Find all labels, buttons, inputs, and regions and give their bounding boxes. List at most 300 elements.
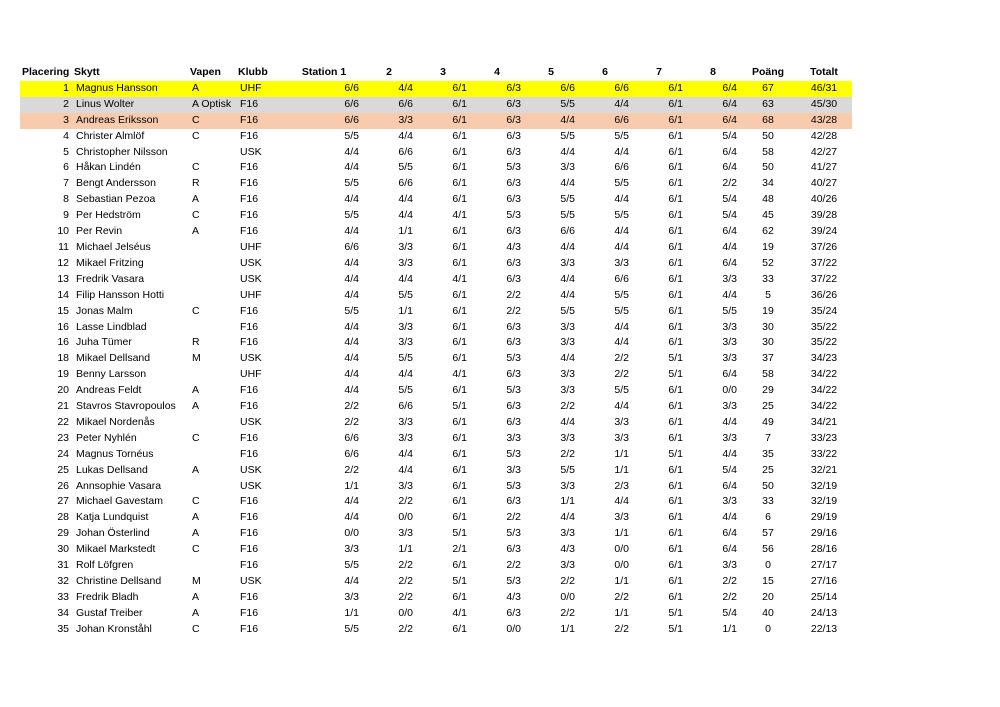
header-totalt: Totalt: [810, 66, 838, 78]
cell-station-1: 3/3: [344, 543, 359, 556]
header-station-7: 7: [656, 66, 662, 78]
cell-station-6: 5/5: [614, 304, 629, 317]
cell-klubb: F16: [240, 511, 259, 524]
header-klubb: Klubb: [238, 66, 268, 78]
cell-station-1: 4/4: [344, 225, 359, 238]
cell-skytt: Håkan Lindén: [76, 161, 141, 174]
cell-totalt: 32/19: [810, 479, 838, 492]
cell-station-2: 5/5: [398, 288, 413, 301]
cell-station-8: 5/4: [722, 209, 737, 222]
cell-station-2: 6/6: [398, 145, 413, 158]
cell-placering: 28: [57, 511, 69, 524]
cell-skytt: Bengt Andersson: [76, 177, 156, 190]
cell-placering: 15: [57, 304, 69, 317]
cell-skytt: Mikael Nordenås: [76, 415, 155, 428]
cell-skytt: Per Hedström: [76, 209, 141, 222]
cell-station-5: 4/4: [560, 288, 575, 301]
cell-vapen: M: [192, 352, 201, 365]
cell-placering: 3: [63, 113, 69, 126]
cell-station-4: 5/3: [506, 161, 521, 174]
cell-station-8: 6/4: [722, 81, 737, 94]
cell-klubb: F16: [240, 431, 259, 444]
cell-klubb: USK: [240, 463, 262, 476]
cell-skytt: Linus Wolter: [76, 97, 135, 110]
cell-station-7: 6/1: [668, 320, 683, 333]
cell-station-5: 4/4: [560, 511, 575, 524]
cell-placering: 24: [57, 447, 69, 460]
cell-station-6: 1/1: [614, 463, 629, 476]
cell-vapen: A: [192, 400, 200, 413]
cell-station-5: 3/3: [560, 161, 575, 174]
cell-station-3: 6/1: [452, 256, 467, 269]
cell-station-4: 6/3: [506, 193, 521, 206]
cell-station-5: 4/4: [560, 145, 575, 158]
cell-klubb: F16: [240, 209, 259, 222]
cell-klubb: USK: [240, 479, 262, 492]
cell-station-5: 0/0: [560, 590, 575, 603]
cell-station-3: 6/1: [452, 511, 467, 524]
cell-station-5: 2/2: [560, 575, 575, 587]
cell-station-3: 6/1: [452, 193, 467, 206]
table-row: [20, 351, 852, 367]
cell-vapen: C: [192, 129, 200, 142]
cell-station-1: 4/4: [344, 384, 359, 397]
cell-station-7: 5/1: [668, 606, 683, 619]
cell-poang: 58: [762, 145, 774, 158]
cell-skytt: Lasse Lindblad: [76, 320, 147, 333]
table-row: [20, 606, 852, 622]
cell-station-8: 1/1: [722, 622, 737, 635]
cell-skytt: Christopher Nilsson: [76, 145, 168, 158]
cell-totalt: 32/19: [810, 495, 838, 508]
cell-station-6: 5/5: [614, 384, 629, 397]
cell-station-1: 5/5: [344, 129, 359, 142]
cell-skytt: Lukas Dellsand: [76, 463, 148, 476]
cell-station-5: 5/5: [560, 129, 575, 142]
cell-station-2: 5/5: [398, 352, 413, 365]
cell-poang: 33: [762, 272, 774, 285]
cell-station-8: 6/4: [722, 479, 737, 492]
table-row: [20, 463, 852, 479]
cell-station-7: 6/1: [668, 511, 683, 524]
cell-placering: 27: [57, 495, 69, 508]
cell-station-6: 3/3: [614, 415, 629, 428]
cell-station-5: 4/4: [560, 240, 575, 253]
cell-station-4: 6/3: [506, 400, 521, 413]
cell-totalt: 29/16: [810, 527, 838, 540]
cell-station-1: 6/6: [344, 97, 359, 110]
cell-station-8: 6/4: [722, 145, 737, 158]
cell-station-7: 6/1: [668, 288, 683, 301]
cell-poang: 50: [762, 479, 774, 492]
cell-vapen: R: [192, 336, 200, 349]
cell-skytt: Fredrik Vasara: [76, 272, 145, 285]
cell-station-1: 1/1: [344, 479, 359, 492]
cell-station-8: 6/4: [722, 256, 737, 269]
header-station-3: 3: [440, 66, 446, 78]
cell-station-8: 6/4: [722, 161, 737, 174]
cell-station-2: 1/1: [398, 304, 413, 317]
cell-station-4: 5/3: [506, 384, 521, 397]
cell-station-8: 4/4: [722, 511, 737, 524]
cell-station-8: 6/4: [722, 543, 737, 556]
cell-station-1: 4/4: [344, 320, 359, 333]
cell-totalt: 34/22: [810, 384, 838, 397]
cell-station-6: 1/1: [614, 575, 629, 587]
cell-totalt: 32/21: [810, 463, 838, 476]
cell-klubb: F16: [240, 559, 259, 572]
header-vapen: Vapen: [190, 66, 221, 78]
cell-placering: 19: [57, 368, 69, 381]
cell-totalt: 37/22: [810, 256, 838, 269]
cell-station-1: 4/4: [344, 352, 359, 365]
cell-vapen: C: [192, 113, 200, 126]
header-station-4: 4: [494, 66, 500, 78]
cell-station-3: 6/1: [452, 622, 467, 635]
cell-skytt: Fredrik Bladh: [76, 590, 139, 603]
cell-vapen: [188, 145, 236, 161]
cell-station-3: 6/1: [452, 161, 467, 174]
cell-station-4: 5/3: [506, 447, 521, 460]
cell-station-5: 3/3: [560, 256, 575, 269]
cell-totalt: 35/24: [810, 304, 838, 317]
cell-totalt: 34/22: [810, 368, 838, 381]
cell-station-4: 2/2: [506, 511, 521, 524]
cell-station-1: 5/5: [344, 622, 359, 635]
table-row: [20, 272, 852, 288]
cell-station-7: 6/1: [668, 575, 683, 587]
cell-skytt: Johan Kronståhl: [76, 622, 152, 635]
cell-station-7: 6/1: [668, 209, 683, 222]
cell-klubb: F16: [240, 447, 259, 460]
cell-station-2: 3/3: [398, 256, 413, 269]
cell-station-3: 4/1: [452, 272, 467, 285]
cell-station-4: 6/3: [506, 256, 521, 269]
cell-skytt: Andreas Eriksson: [76, 113, 159, 126]
cell-vapen: R: [192, 177, 200, 190]
cell-station-5: 3/3: [560, 431, 575, 444]
cell-station-7: 6/1: [668, 400, 683, 413]
cell-station-3: 6/1: [452, 81, 467, 94]
cell-station-6: 5/5: [614, 177, 629, 190]
cell-station-8: 5/4: [722, 129, 737, 142]
cell-station-7: 6/1: [668, 527, 683, 540]
cell-poang: 35: [762, 447, 774, 460]
cell-vapen: [188, 367, 236, 383]
cell-station-3: 6/1: [452, 225, 467, 238]
cell-station-6: 1/1: [614, 447, 629, 460]
cell-klubb: USK: [240, 415, 262, 428]
cell-placering: 32: [57, 575, 69, 587]
cell-station-2: 4/4: [398, 368, 413, 381]
cell-placering: 2: [63, 97, 69, 110]
cell-station-8: 5/5: [722, 304, 737, 317]
table-row: [20, 240, 852, 256]
cell-station-1: 2/2: [344, 463, 359, 476]
cell-klubb: F16: [240, 543, 259, 556]
table-row: [20, 113, 852, 129]
cell-station-1: 4/4: [344, 495, 359, 508]
cell-totalt: 35/22: [810, 336, 838, 349]
cell-totalt: 22/13: [810, 622, 838, 635]
cell-station-1: 5/5: [344, 304, 359, 317]
cell-station-8: 6/4: [722, 225, 737, 238]
cell-poang: 19: [762, 240, 774, 253]
header-station-6: 6: [602, 66, 608, 78]
cell-station-4: 6/3: [506, 543, 521, 556]
table-row: [20, 367, 852, 383]
cell-station-2: 3/3: [398, 431, 413, 444]
table-row: [20, 81, 852, 97]
cell-station-1: 4/4: [344, 193, 359, 206]
cell-totalt: 46/31: [810, 81, 838, 94]
cell-station-1: 4/4: [344, 368, 359, 381]
cell-totalt: 37/26: [810, 240, 838, 253]
cell-station-1: 4/4: [344, 272, 359, 285]
cell-station-3: 6/1: [452, 447, 467, 460]
cell-station-6: 2/2: [614, 590, 629, 603]
cell-station-7: 6/1: [668, 177, 683, 190]
cell-station-3: 6/1: [452, 415, 467, 428]
cell-placering: 22: [57, 415, 69, 428]
cell-station-3: 4/1: [452, 368, 467, 381]
cell-station-8: 3/3: [722, 431, 737, 444]
cell-placering: 9: [63, 209, 69, 222]
cell-station-1: 4/4: [344, 336, 359, 349]
cell-klubb: F16: [240, 400, 259, 413]
cell-station-4: 6/3: [506, 113, 521, 126]
cell-totalt: 27/17: [810, 559, 838, 572]
cell-vapen: [188, 558, 236, 574]
cell-station-1: 6/6: [344, 81, 359, 94]
cell-station-4: 5/3: [506, 352, 521, 365]
cell-station-7: 6/1: [668, 193, 683, 206]
cell-station-2: 4/4: [398, 193, 413, 206]
cell-station-1: 1/1: [344, 606, 359, 619]
cell-station-5: 4/4: [560, 272, 575, 285]
cell-station-6: 4/4: [614, 240, 629, 253]
cell-klubb: F16: [240, 161, 259, 174]
cell-totalt: 33/22: [810, 447, 838, 460]
cell-vapen: C: [192, 304, 200, 317]
cell-station-4: 3/3: [506, 463, 521, 476]
cell-totalt: 25/14: [810, 590, 838, 603]
cell-station-7: 6/1: [668, 495, 683, 508]
cell-station-1: 5/5: [344, 209, 359, 222]
cell-station-7: 6/1: [668, 225, 683, 238]
cell-station-3: 6/1: [452, 113, 467, 126]
cell-skytt: Gustaf Treiber: [76, 606, 143, 619]
cell-station-3: 6/1: [452, 559, 467, 572]
cell-poang: 48: [762, 193, 774, 206]
cell-vapen: A: [192, 193, 200, 206]
header-station-8: 8: [710, 66, 716, 78]
cell-placering: 30: [57, 543, 69, 556]
cell-skytt: Rolf Löfgren: [76, 559, 134, 572]
cell-totalt: 40/26: [810, 193, 838, 206]
cell-station-1: 2/2: [344, 415, 359, 428]
cell-station-1: 4/4: [344, 145, 359, 158]
cell-skytt: Peter Nyhlén: [76, 431, 137, 444]
cell-vapen: [188, 288, 236, 304]
cell-station-8: 6/4: [722, 97, 737, 110]
cell-station-3: 6/1: [452, 495, 467, 508]
cell-totalt: 34/23: [810, 352, 838, 365]
cell-klubb: F16: [240, 113, 259, 126]
cell-vapen: A: [192, 384, 200, 397]
cell-station-1: 0/0: [344, 527, 359, 540]
cell-station-6: 4/4: [614, 495, 629, 508]
cell-station-8: 5/4: [722, 193, 737, 206]
cell-station-4: 2/2: [506, 559, 521, 572]
table-row: [20, 256, 852, 272]
table-row: [20, 383, 852, 399]
cell-station-8: 3/3: [722, 559, 737, 572]
cell-placering: 16: [57, 320, 69, 333]
cell-poang: 30: [762, 320, 774, 333]
cell-station-8: 6/4: [722, 368, 737, 381]
cell-station-2: 2/2: [398, 559, 413, 572]
cell-poang: 45: [762, 209, 774, 222]
cell-placering: 31: [57, 559, 69, 572]
cell-station-8: 2/2: [722, 177, 737, 190]
cell-vapen: C: [192, 209, 200, 222]
cell-station-2: 1/1: [398, 543, 413, 556]
cell-station-4: 4/3: [506, 240, 521, 253]
cell-station-2: 3/3: [398, 336, 413, 349]
cell-station-6: 3/3: [614, 511, 629, 524]
cell-station-7: 6/1: [668, 431, 683, 444]
cell-placering: 14: [57, 288, 69, 301]
cell-station-3: 6/1: [452, 304, 467, 317]
cell-placering: 34: [57, 606, 69, 619]
cell-station-8: 4/4: [722, 447, 737, 460]
cell-skytt: Mikael Fritzing: [76, 256, 144, 269]
cell-station-3: 6/1: [452, 384, 467, 397]
cell-station-3: 6/1: [452, 177, 467, 190]
cell-skytt: Katja Lundquist: [76, 511, 149, 524]
cell-placering: 13: [57, 272, 69, 285]
cell-poang: 50: [762, 161, 774, 174]
cell-skytt: Filip Hansson Hotti: [76, 288, 165, 301]
cell-station-7: 6/1: [668, 161, 683, 174]
cell-skytt: Mikael Dellsand: [76, 352, 151, 365]
cell-station-3: 6/1: [452, 431, 467, 444]
cell-klubb: UHF: [240, 240, 262, 253]
cell-totalt: 28/16: [810, 543, 838, 556]
cell-station-4: 6/3: [506, 129, 521, 142]
results-table: [20, 65, 852, 638]
cell-station-7: 6/1: [668, 384, 683, 397]
cell-station-4: 6/3: [506, 336, 521, 349]
cell-station-7: 5/1: [668, 352, 683, 365]
cell-station-2: 3/3: [398, 415, 413, 428]
cell-station-7: 6/1: [668, 479, 683, 492]
cell-station-7: 6/1: [668, 113, 683, 126]
cell-station-5: 6/6: [560, 225, 575, 238]
cell-poang: 0: [765, 559, 771, 572]
cell-poang: 52: [762, 256, 774, 269]
cell-totalt: 41/27: [810, 161, 838, 174]
cell-poang: 25: [762, 400, 774, 413]
cell-station-7: 5/1: [668, 622, 683, 635]
cell-placering: 33: [57, 590, 69, 603]
cell-station-8: 4/4: [722, 415, 737, 428]
cell-station-6: 4/4: [614, 97, 629, 110]
cell-placering: 11: [58, 240, 69, 253]
cell-station-5: 1/1: [560, 622, 575, 635]
cell-station-2: 5/5: [398, 161, 413, 174]
cell-station-5: 1/1: [560, 495, 575, 508]
cell-klubb: UHF: [240, 288, 262, 301]
cell-klubb: F16: [240, 193, 259, 206]
cell-vapen: A: [192, 527, 200, 540]
table-row: [20, 288, 852, 304]
cell-station-6: 6/6: [614, 81, 629, 94]
cell-klubb: F16: [240, 495, 259, 508]
cell-station-2: 3/3: [398, 479, 413, 492]
cell-poang: 34: [762, 177, 774, 190]
cell-skytt: Magnus Tornéus: [76, 447, 154, 460]
table-row: [20, 558, 852, 574]
cell-totalt: 34/22: [810, 400, 838, 413]
cell-station-3: 2/1: [452, 543, 467, 556]
cell-station-6: 1/1: [614, 527, 629, 540]
cell-totalt: 43/28: [810, 113, 838, 126]
cell-station-1: 4/4: [344, 288, 359, 301]
table-row: [20, 479, 852, 495]
cell-station-8: 6/4: [722, 527, 737, 540]
cell-skytt: Johan Österlind: [76, 527, 150, 540]
cell-station-6: 0/0: [614, 559, 629, 572]
cell-station-8: 6/4: [722, 113, 737, 126]
cell-station-2: 6/6: [398, 177, 413, 190]
cell-station-2: 0/0: [398, 606, 413, 619]
cell-skytt: Benny Larsson: [76, 368, 147, 381]
cell-vapen: [188, 272, 236, 288]
table-row: [20, 590, 852, 606]
cell-station-2: 4/4: [398, 463, 413, 476]
table-row: [20, 335, 852, 351]
cell-station-5: 3/3: [560, 559, 575, 572]
cell-station-7: 6/1: [668, 129, 683, 142]
table-row: [20, 176, 852, 192]
cell-station-4: 6/3: [506, 272, 521, 285]
cell-placering: 23: [57, 431, 69, 444]
cell-placering: 7: [63, 177, 69, 190]
cell-klubb: UHF: [240, 368, 262, 381]
cell-station-3: 6/1: [452, 320, 467, 333]
cell-totalt: 39/24: [810, 225, 838, 238]
cell-poang: 25: [762, 463, 774, 476]
cell-poang: 5: [765, 288, 771, 301]
cell-station-4: 2/2: [506, 304, 521, 317]
cell-station-8: 5/4: [722, 463, 737, 476]
cell-station-2: 3/3: [398, 527, 413, 540]
cell-station-4: 2/2: [506, 288, 521, 301]
cell-vapen: [188, 320, 236, 336]
table-row: [20, 192, 852, 208]
cell-station-3: 6/1: [452, 129, 467, 142]
cell-vapen: A: [192, 590, 200, 603]
cell-poang: 33: [762, 495, 774, 508]
cell-station-1: 6/6: [344, 113, 359, 126]
cell-station-3: 6/1: [452, 240, 467, 253]
table-row: [20, 622, 852, 638]
cell-placering: 25: [57, 463, 69, 476]
cell-totalt: 40/27: [810, 177, 838, 190]
cell-station-5: 3/3: [560, 336, 575, 349]
